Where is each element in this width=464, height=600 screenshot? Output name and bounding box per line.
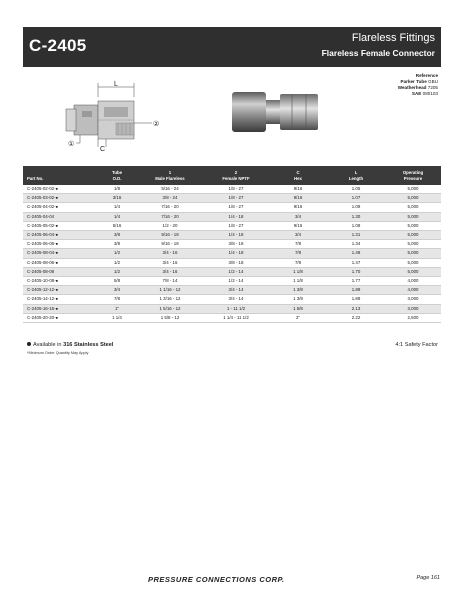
table-cell: C-2405-04-04 xyxy=(27,213,55,219)
table-cell: 9/16 xyxy=(293,204,303,210)
technical-drawing xyxy=(54,79,184,153)
table-row xyxy=(23,194,441,203)
table-body xyxy=(23,185,441,323)
company-logo: PRESSURE CONNECTIONS CORP. xyxy=(148,575,285,584)
table-cell: 5,000 xyxy=(407,241,419,247)
table-cell: C-2405-04-02-● xyxy=(27,204,59,210)
table-cell: 1" xyxy=(114,305,119,311)
table-cell: 7/16 - 20 xyxy=(161,213,179,219)
table-cell: 2" xyxy=(295,314,300,320)
table-cell: 1.48 xyxy=(351,250,361,256)
table-cell: 7/16 - 20 xyxy=(161,204,179,210)
table-cell: 1/4 - 18 xyxy=(228,250,244,256)
table-cell: 5,000 xyxy=(407,259,419,265)
table-cell: 1.89 xyxy=(351,296,361,302)
table-cell: 3,000 xyxy=(407,296,419,302)
table-cell: 1 5/8 xyxy=(293,305,303,311)
column-header: Tube O.D. xyxy=(112,170,122,181)
table-cell: 3/4 xyxy=(294,213,302,219)
table-cell: 3/4 - 14 xyxy=(228,296,244,302)
callout-2: ② xyxy=(153,120,160,128)
table-row xyxy=(23,212,441,221)
table-cell: 1 1/16 - 12 xyxy=(159,287,181,293)
table-cell: C-2405-06-04-● xyxy=(27,232,59,238)
table-cell: 1.05 xyxy=(351,186,361,191)
table-row xyxy=(23,267,441,276)
table-cell: 3,000 xyxy=(407,305,419,311)
table-cell: C-2405-10-08-● xyxy=(27,278,59,284)
table-cell: 3/8 - 18 xyxy=(228,259,244,265)
availability-note: Available in 316 Stainless Steel xyxy=(27,342,113,348)
table-cell: 2,500 xyxy=(407,314,419,320)
table-cell: 1/2 xyxy=(113,250,121,256)
table-cell: 7/8 xyxy=(294,250,302,256)
reference-line: SAE 080103 xyxy=(411,91,438,96)
table-cell: 9/16 - 18 xyxy=(161,232,179,238)
table-cell: 1.30 xyxy=(351,213,361,219)
dim-label-c: C xyxy=(100,146,106,153)
table-cell: 3/8 - 18 xyxy=(228,241,244,247)
table-cell: 5,000 xyxy=(407,195,419,201)
table-row xyxy=(23,277,441,286)
table-row xyxy=(23,221,441,230)
table-cell: 1 1/4 xyxy=(112,314,122,320)
table-cell: 1/2 - 14 xyxy=(228,278,244,284)
table-row xyxy=(23,249,441,258)
table-row xyxy=(23,258,441,267)
table-cell: 1/4 - 18 xyxy=(228,232,244,238)
reference-block xyxy=(398,73,438,97)
table-cell: 1/2 - 14 xyxy=(228,268,244,274)
table-row xyxy=(23,304,441,313)
table-cell: 1/2 xyxy=(113,268,121,274)
table-cell: 9/16 xyxy=(293,186,303,191)
table-cell: 9/16 xyxy=(293,222,303,228)
column-header: L Length xyxy=(348,170,364,181)
table-cell: 5,000 xyxy=(407,268,419,274)
table-cell: 3/4 xyxy=(113,287,121,293)
table-cell: 1/8 - 27 xyxy=(228,186,244,191)
column-header: Part No. xyxy=(27,175,44,181)
category-title: Flareless Fittings xyxy=(351,32,435,44)
callout-1: ① xyxy=(68,140,75,148)
table-cell: C-2405-20-20-● xyxy=(27,314,59,320)
table-cell: 7/8 - 14 xyxy=(162,278,178,284)
product-photo xyxy=(230,88,322,136)
column-header: C Hex xyxy=(294,170,302,181)
material-label: 316 Stainless Steel xyxy=(63,342,114,348)
table-cell: C-2405-03-02-● xyxy=(27,195,59,201)
table-cell: 1.08 xyxy=(351,222,361,228)
table-cell: 1.34 xyxy=(351,241,361,247)
table-row xyxy=(23,185,441,194)
table-cell: 3/4 - 14 xyxy=(228,287,244,293)
table-cell: 1.31 xyxy=(351,232,361,238)
table-cell: 3/16 xyxy=(112,195,122,201)
table-cell: 1/8 - 27 xyxy=(228,222,244,228)
table-cell: 5,000 xyxy=(407,186,419,191)
min-order-note: *Minimum Order Quantity May Apply xyxy=(27,351,89,355)
dim-label-l: L xyxy=(114,81,118,88)
table-cell: 3/4 xyxy=(294,232,302,238)
table-cell: 5,000 xyxy=(407,250,419,256)
table-cell: 7/8 xyxy=(113,296,121,302)
table-cell: 4,000 xyxy=(407,278,419,284)
table-cell: 3/8 xyxy=(113,241,121,247)
table-cell: 1 - 11 1/2 xyxy=(226,305,246,311)
table-cell: 1 1/8 xyxy=(293,278,303,284)
table-cell: 1 3/8 xyxy=(293,287,303,293)
table-cell: 7/8 xyxy=(294,259,302,265)
reference-line: Parker Tube GBU xyxy=(400,79,438,84)
table-cell: 5,000 xyxy=(407,232,419,238)
reference-line: Weatherhead 7205 xyxy=(397,85,438,90)
table-cell: 3/4 - 16 xyxy=(162,259,178,265)
column-header: 2 Female NPTF xyxy=(222,170,250,181)
table-cell: C-2405-16-16-● xyxy=(27,305,59,311)
table-row xyxy=(23,313,441,322)
table-cell: 1/2 - 20 xyxy=(162,222,178,228)
table-cell: 3/4 - 16 xyxy=(162,268,178,274)
table-cell: 1/8 - 27 xyxy=(228,204,244,210)
table-cell: 4,000 xyxy=(407,287,419,293)
table-cell: 5/16 - 24 xyxy=(161,186,179,191)
table-row xyxy=(23,203,441,212)
table-cell: C-2405-06-06-● xyxy=(27,241,59,247)
table-cell: 1/2 xyxy=(113,259,121,265)
table-cell: 1/8 xyxy=(113,186,121,191)
table-cell: 2.22 xyxy=(351,314,361,320)
table-cell: 1.77 xyxy=(351,278,361,284)
specification-table xyxy=(23,166,441,323)
table-cell: 1 5/16 - 12 xyxy=(159,305,181,311)
table-row xyxy=(23,295,441,304)
table-cell: 5/16 xyxy=(112,222,122,228)
column-header: 1 Male Flareless xyxy=(155,170,185,181)
table-cell: 3/8 xyxy=(113,232,121,238)
table-cell: 1 1/4 - 11 1/2 xyxy=(223,314,249,320)
table-cell: C-2405-14-12-● xyxy=(27,296,59,302)
table-cell: 1/4 - 18 xyxy=(228,213,244,219)
table-row xyxy=(23,286,441,295)
table-cell: 1/4 xyxy=(113,213,121,219)
table-row xyxy=(23,240,441,249)
table-cell: 1 3/8 xyxy=(293,296,303,302)
table-cell: 1.89 xyxy=(351,287,361,293)
table-cell: C-2405-05-02-● xyxy=(27,222,59,228)
table-cell: C-2405-02-02-● xyxy=(27,186,59,191)
table-cell: 3/8 - 24 xyxy=(162,195,178,201)
table-cell: 5/8 xyxy=(113,278,121,284)
table-cell: 5,000 xyxy=(407,222,419,228)
header-bar xyxy=(23,27,441,67)
table-cell: 9/16 - 18 xyxy=(161,241,179,247)
table-cell: 1 3/16 - 12 xyxy=(159,296,181,302)
table-cell: 1/8 - 27 xyxy=(228,195,244,201)
table-cell: 3/4 - 16 xyxy=(162,250,178,256)
table-cell: 1/4 xyxy=(113,204,121,210)
page-number: Page 161 xyxy=(416,575,440,581)
table-cell: 7/8 xyxy=(294,241,302,247)
safety-factor: 4:1 Safety Factor xyxy=(395,342,438,348)
table-cell: 1 5/8 - 12 xyxy=(160,314,180,320)
product-subtitle: Flareless Female Connector xyxy=(321,48,435,58)
table-cell: 2.13 xyxy=(351,305,361,311)
reference-title: Reference xyxy=(415,73,438,78)
table-cell: 5,000 xyxy=(407,213,419,219)
table-header-row xyxy=(23,166,441,185)
table-cell: C-2405-08-06-● xyxy=(27,259,59,265)
column-header: Operating Pressure xyxy=(402,170,424,181)
table-cell: 1.07 xyxy=(351,195,361,201)
table-cell: 1.09 xyxy=(351,204,361,210)
table-cell: 5,000 xyxy=(407,204,419,210)
bullet-icon xyxy=(27,342,31,346)
table-cell: C-2405-08-04-● xyxy=(27,250,59,256)
table-cell: 9/16 xyxy=(293,195,303,201)
table-cell: C-2405-12-12-● xyxy=(27,287,59,293)
part-number-title: C-2405 xyxy=(29,36,87,55)
table-cell: 1 1/8 xyxy=(293,268,303,274)
table-cell: 1.47 xyxy=(351,259,361,265)
table-cell: C-2405-08-08 xyxy=(27,268,55,274)
table-cell: 1.70 xyxy=(351,268,361,274)
table-row xyxy=(23,231,441,240)
